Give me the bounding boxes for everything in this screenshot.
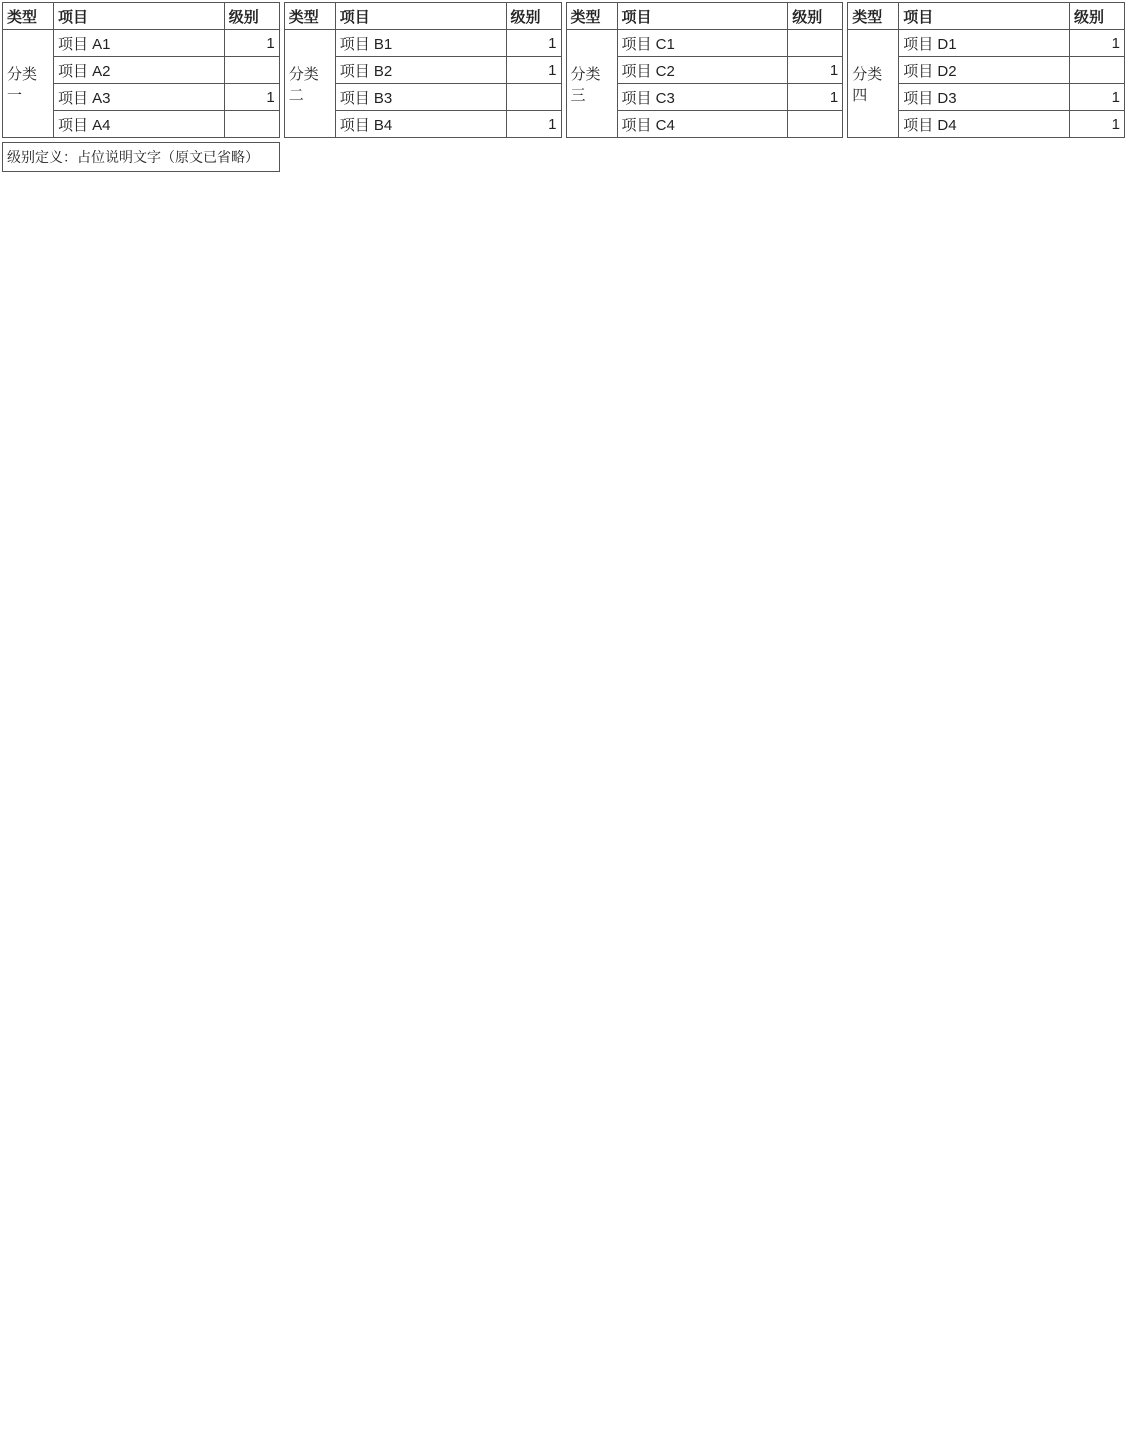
checklist-group: [847, 2, 1125, 1446]
category-cell: 分类三: [566, 30, 617, 138]
category-cell: 分类四: [848, 30, 899, 138]
table-row: [284, 30, 561, 57]
level-header: 级别: [1070, 3, 1125, 30]
level-cell: [224, 111, 279, 138]
level-cell: 1: [224, 30, 279, 57]
item-cell: 项目 D2: [899, 57, 1070, 84]
level-cell: 1: [506, 57, 561, 84]
item-cell: 项目 C4: [617, 111, 788, 138]
item-cell: 项目 C3: [617, 84, 788, 111]
level-cell: 1: [788, 84, 843, 111]
item-header: 项目: [899, 3, 1070, 30]
level-header: 级别: [224, 3, 279, 30]
table-row: [566, 30, 843, 57]
level-header: 级别: [788, 3, 843, 30]
category-header: 类型: [284, 3, 335, 30]
category-header: 类型: [566, 3, 617, 30]
checklist-group: [2, 2, 280, 1446]
level-cell: 1: [1070, 30, 1125, 57]
item-cell: 项目 A2: [54, 57, 225, 84]
item-cell: 项目 A4: [54, 111, 225, 138]
category-header: 类型: [848, 3, 899, 30]
item-header: 项目: [617, 3, 788, 30]
category-cell: 分类一: [3, 30, 54, 138]
item-cell: 项目 B3: [335, 84, 506, 111]
item-cell: 项目 D1: [899, 30, 1070, 57]
item-cell: 项目 C1: [617, 30, 788, 57]
level-header: 级别: [506, 3, 561, 30]
checklist-table: [2, 2, 280, 138]
item-header: 项目: [335, 3, 506, 30]
level-cell: 1: [788, 57, 843, 84]
level-cell: 1: [506, 111, 561, 138]
checklist-table: [566, 2, 844, 138]
item-header: 项目: [54, 3, 225, 30]
item-cell: 项目 A1: [54, 30, 225, 57]
level-cell: 1: [224, 84, 279, 111]
table-row: [3, 30, 280, 57]
category-cell: 分类二: [284, 30, 335, 138]
checklist-group: [284, 2, 562, 1446]
level-cell: [506, 84, 561, 111]
table-row: [848, 30, 1125, 57]
level-cell: [788, 111, 843, 138]
level-cell: [224, 57, 279, 84]
item-cell: 项目 D3: [899, 84, 1070, 111]
item-cell: 项目 C2: [617, 57, 788, 84]
item-cell: 项目 B1: [335, 30, 506, 57]
level-cell: 1: [1070, 111, 1125, 138]
level-cell: [788, 30, 843, 57]
checklist-table: [284, 2, 562, 138]
legend-note: 级别定义：占位说明文字（原文已省略）: [2, 142, 280, 172]
level-cell: 1: [506, 30, 561, 57]
item-cell: 项目 A3: [54, 84, 225, 111]
level-cell: [1070, 57, 1125, 84]
category-header: 类型: [3, 3, 54, 30]
checklist-table: [847, 2, 1125, 138]
checklist-group: [566, 2, 844, 1446]
item-cell: 项目 B4: [335, 111, 506, 138]
level-cell: 1: [1070, 84, 1125, 111]
item-cell: 项目 B2: [335, 57, 506, 84]
item-cell: 项目 D4: [899, 111, 1070, 138]
